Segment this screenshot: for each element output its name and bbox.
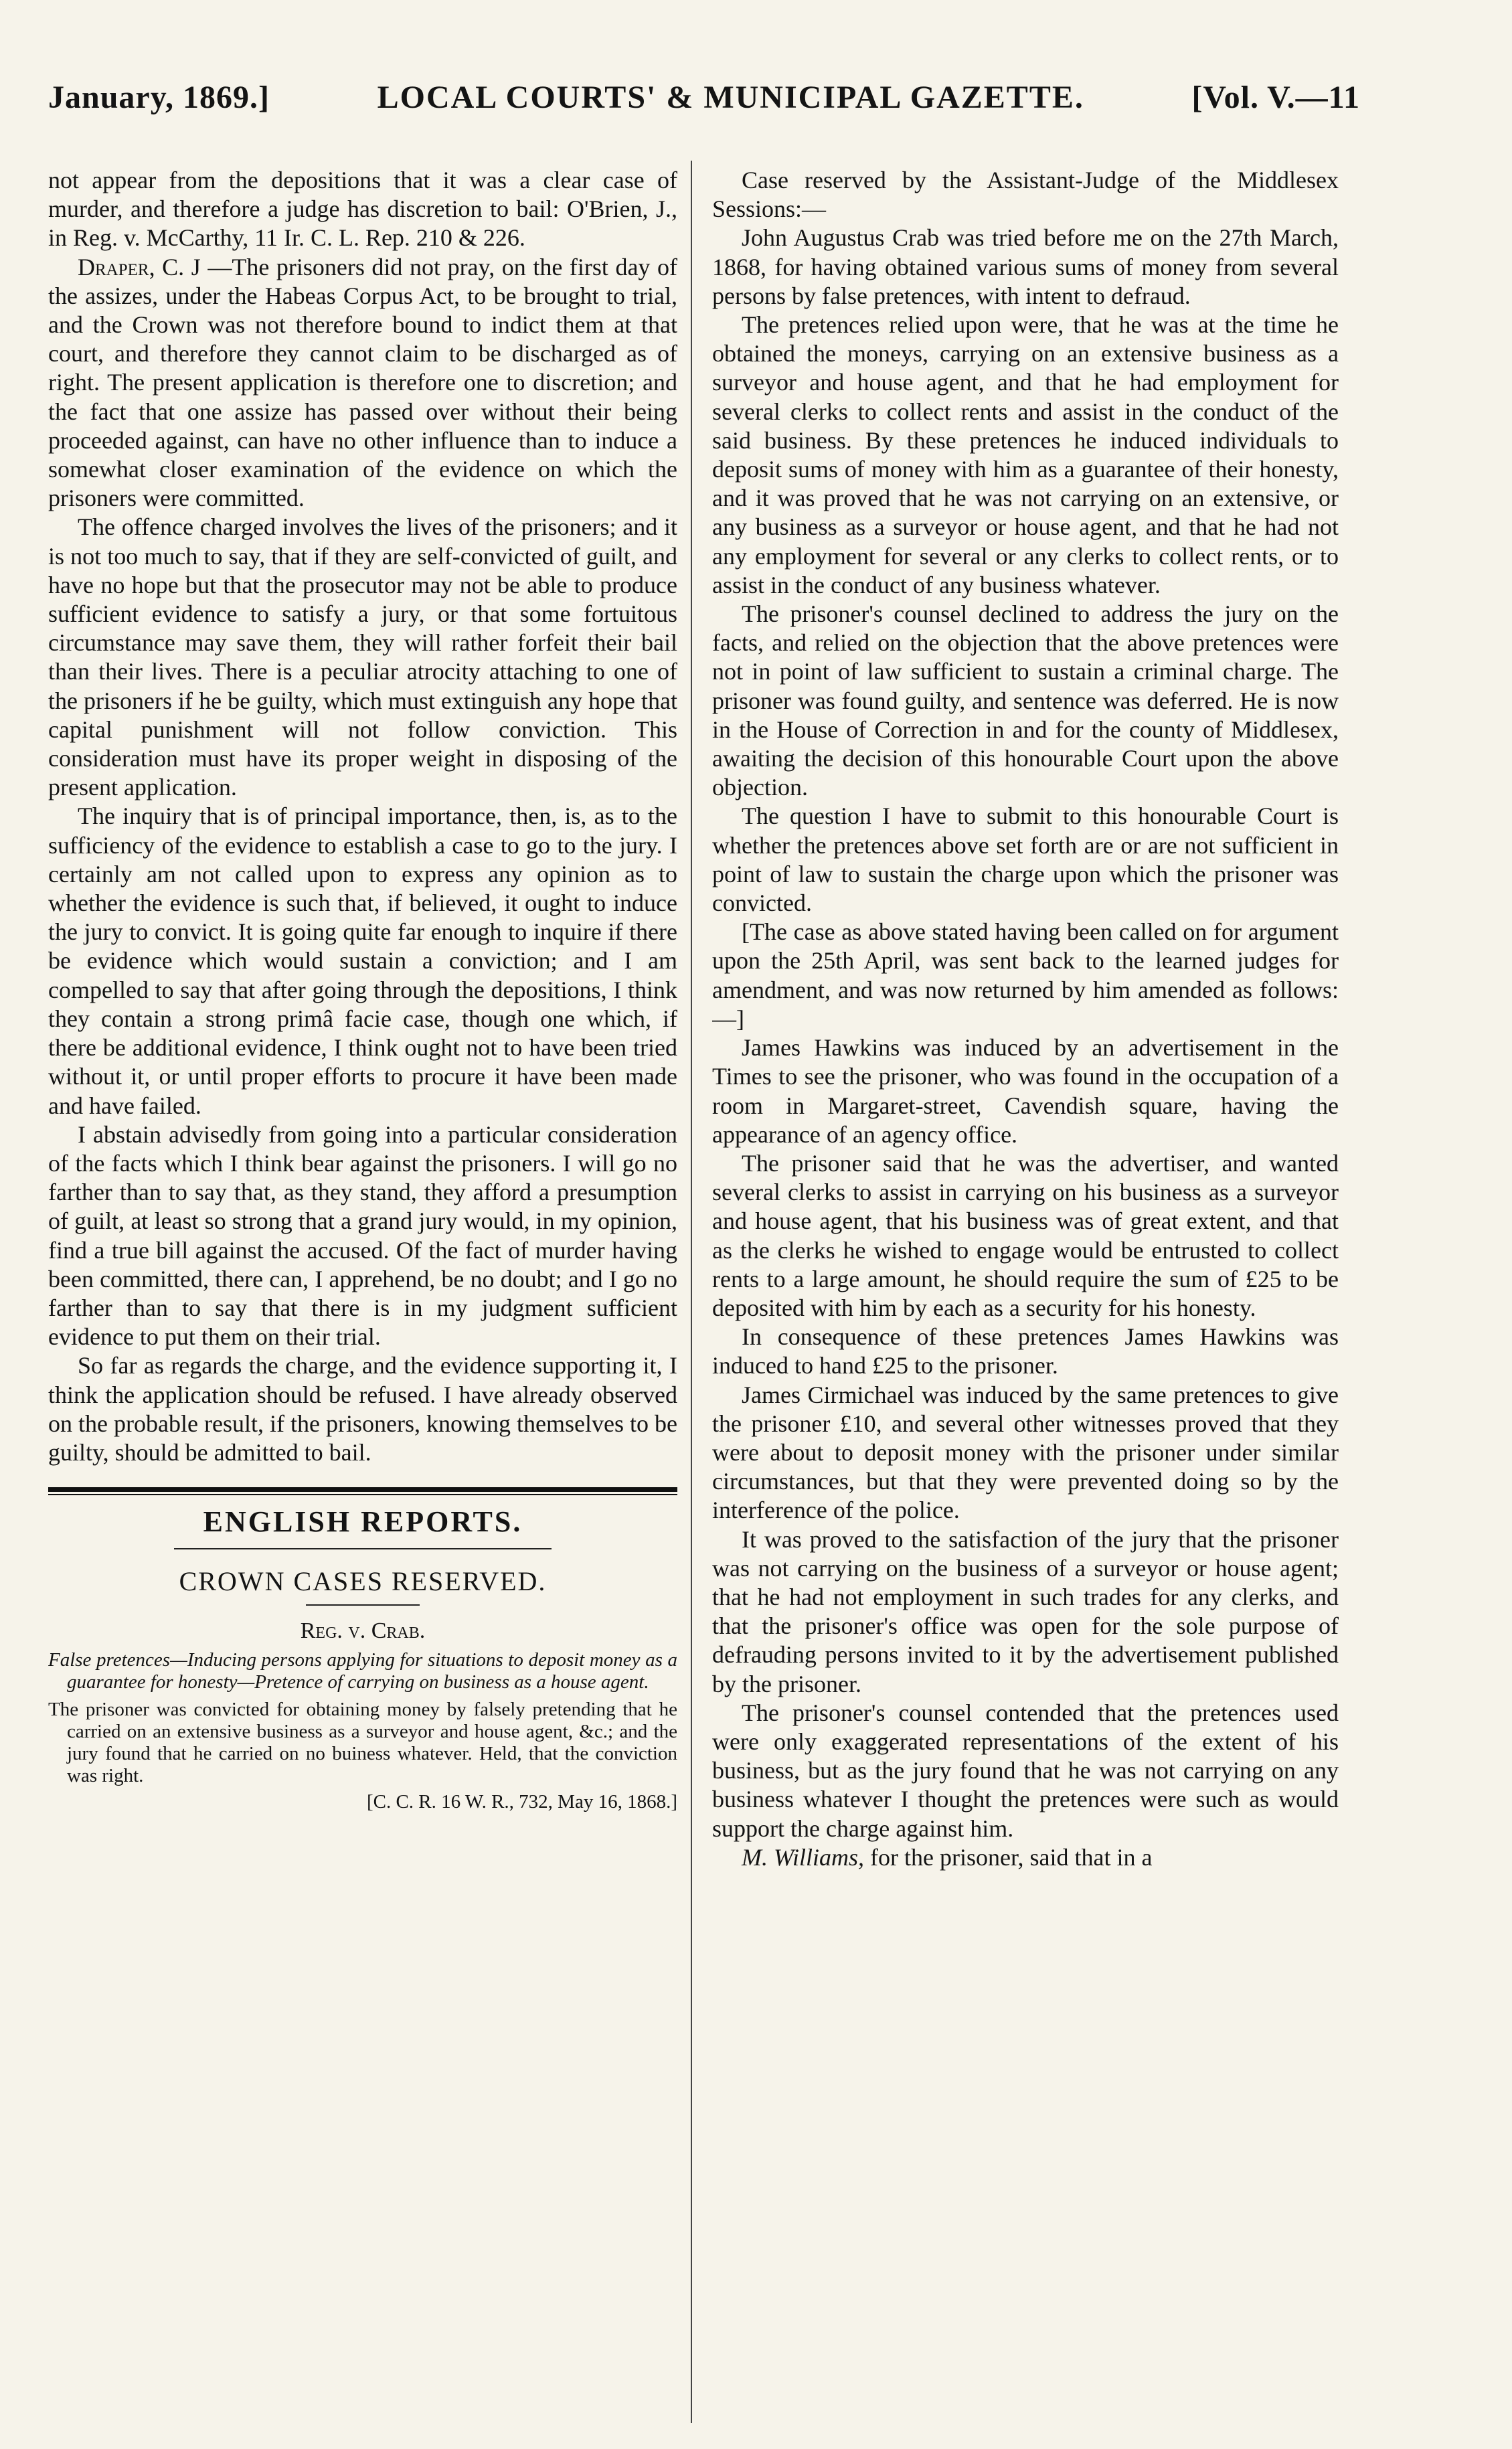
right-paragraph-5: The question I have to submit to this honourable Court is whether the pretences above set forth are or are not sufficient in point of law to sustain the charge upon which the prisoner was convicted. (712, 803, 1339, 917)
left-paragraph-6: So far as regards the charge, and the evidence supporting it, I think the application should be refused. I have already observed on the probable result, if the prisoners, knowing themselves to be guilty, should be admitted to bail. (48, 1352, 677, 1466)
right-paragraph-13-text: for the prisoner, said that in a (864, 1843, 1153, 1871)
speaker-draper: Draper, C. J (78, 253, 201, 280)
right-paragraph-2: John Augustus Crab was tried before me on the 27th March, 1868, for having obtained various sums of money from several persons by false pretences, with intent to defraud. (712, 224, 1339, 309)
right-paragraph-12: The prisoner's counsel contended that the pretences used were only exaggerated representations of the extent of his business, but as the jury found that he was not carrying on any business whatever I thought the pretences were such as would support the charge against him. (712, 1699, 1339, 1842)
header-date: January, 1869.] (48, 80, 270, 115)
right-paragraph-13 (712, 1843, 1339, 1872)
header-volume: [Vol. V.—11 (1191, 80, 1360, 115)
case-headnote-body: The prisoner was convicted for obtaining money by falsely pretending that he carried on an extensive business as a surveyor and house agent, &c.; and the jury found that he carried on no buiness whatever. Held, that the conviction was right. (48, 1698, 677, 1786)
case-title: Reg. v. Crab. (300, 1618, 426, 1643)
right-paragraph-3: The pretences relied upon were, that he was at the time he obtained the moneys, carrying on an extensive business as a surveyor and house agent, and that he had employment for several clerks to collect rents and assist in the conduct of the said business. By these pretences he induced individuals to deposit sums of money with him as a guarantee of their honesty, and it was proved that he was not carrying on an extensive, or any business as a surveyor or house agent, and that he had not any employment for several or any clerks to collect rents, or to assist in the conduct of any business whatever. (712, 311, 1339, 598)
left-paragraph-5: I abstain advisedly from going into a particular consideration of the facts which I think bear against the prisoners. I will go no farther than to say that, as they stand, they afford a presumption of guilt, at least so strong that a grand jury would, in my opinion, find a true bill against the accused. Of the fact of murder having been committed, there can, I apprehend, be no doubt; and I go no farther than to say that there is in my judgment sufficient evidence to put them on their trial. (48, 1120, 677, 1351)
running-header (48, 79, 1360, 139)
column-divider (691, 161, 692, 2423)
right-paragraph-6: [The case as above stated having been called on for argument upon the 25th April, was sent back to the learned judges for amendment, and was now returned by him amended as follows:—] (712, 918, 1339, 1032)
header-title: LOCAL COURTS' & MUNICIPAL GAZETTE. (377, 80, 1084, 115)
section-thin-rule (174, 1548, 552, 1549)
case-headnote: False pretences—Inducing persons applying for situations to deposit money as a guarantee for honesty—Pretence of carrying on business as a house agent. (48, 1649, 677, 1693)
right-paragraph-4: The prisoner's counsel declined to address the jury on the facts, and relied on the objection that the above pretences were not in point of law sufficient to sustain a criminal charge. The prisoner was found guilty, and sentence was deferred. He is now in the House of Correction in and for the county of Middlesex, awaiting the decision of this honourable Court upon the above objection. (712, 600, 1339, 801)
speaker-williams: M. Williams, (742, 1843, 865, 1871)
left-paragraph-2 (48, 253, 677, 513)
left-column (48, 166, 677, 2442)
case-citation: [C. C. R. 16 W. R., 732, May 16, 1868.] (366, 1790, 677, 1812)
right-paragraph-1: Case reserved by the Assistant-Judge of the Middlesex Sessions:— (712, 167, 1339, 223)
right-paragraph-7: James Hawkins was induced by an advertisement in the Times to see the prisoner, who was found in the occupation of a room in Margaret-street, Cavendish square, having the appearance of an agency office. (712, 1034, 1339, 1148)
section-double-rule (48, 1487, 677, 1495)
left-paragraph-3: The offence charged involves the lives of the prisoners; and it is not too much to say, that if they are self-convicted of guilt, and have no hope but that the prosecutor may not be able to produce sufficient evidence to satisfy a jury, or that some fortuitous circumstance may save them, they will rather forfeit their bail than their lives. There is a peculiar atrocity attaching to one of the prisoners if he be guilty, which must extinguish any hope that capital punishment will not follow conviction. This consideration must have its proper weight in disposing of the present application. (48, 513, 677, 801)
right-paragraph-10: James Cirmichael was induced by the same pretences to give the prisoner £10, and several other witnesses proved that they were about to deposit money with the prisoner under similar circumstances, but that they were prevented doing so by the interference of the police. (712, 1381, 1339, 1524)
right-paragraph-9: In consequence of these pretences James Hawkins was induced to hand £25 to the prisoner. (712, 1323, 1339, 1379)
right-paragraph-8: The prisoner said that he was the advertiser, and wanted several clerks to assist in carrying on his business as a surveyor and house agent, that his business was of great extent, and that as the clerks he wished to engage would be entrusted to collect rents to a large amount, he should require the sum of £25 to be deposited with him by each as a security for his honesty. (712, 1149, 1339, 1321)
sub-section-rule (306, 1604, 419, 1606)
left-paragraph-2-text: —The prisoners did not pray, on the first day of the assizes, under the Habeas Corpus Act, to be brought to trial, and the Crown was not therefore bound to indict them at that court, and therefore they cannot claim to be discharged as of right. The present application is therefore one to discretion; and the fact that one assize has passed over without their being proceeded against, can have no other influence than to induce a somewhat closer examination of the evidence on which the prisoners were committed. (48, 253, 677, 512)
right-paragraph-11: It was proved to the satisfaction of the jury that the prisoner was not carrying on the business of a surveyor or house agent; that he had not employment in such trades for any clerks, and that the prisoner's office was open for the sole purpose of defrauding persons invited to it by the advertisement published by the prisoner. (712, 1525, 1339, 1697)
section-title: ENGLISH REPORTS. (203, 1505, 523, 1539)
right-column (712, 166, 1339, 2442)
sub-section-title: CROWN CASES RESERVED. (179, 1566, 547, 1597)
left-paragraph-4: The inquiry that is of principal importance, then, is, as to the sufficiency of the evidence to establish a case to go to the jury. I certainly am not called upon to express any opinion as to whether the evidence is such that, if believed, it ought to induce the jury to convict. It is going quite far enough to inquire if there be evidence which would sustain a conviction; and I am compelled to say that after going through the depositions, I think they contain a strong primâ facie case, though one which, if there be additional evidence, I think ought not to have been tried without it, or until proper efforts to procure it have been made and have failed. (48, 803, 677, 1119)
left-paragraph-1: not appear from the depositions that it was a clear case of murder, and therefore a judge has discretion to bail: O'Brien, J., in Reg. v. McCarthy, 11 Ir. C. L. Rep. 210 & 226. (48, 167, 677, 252)
